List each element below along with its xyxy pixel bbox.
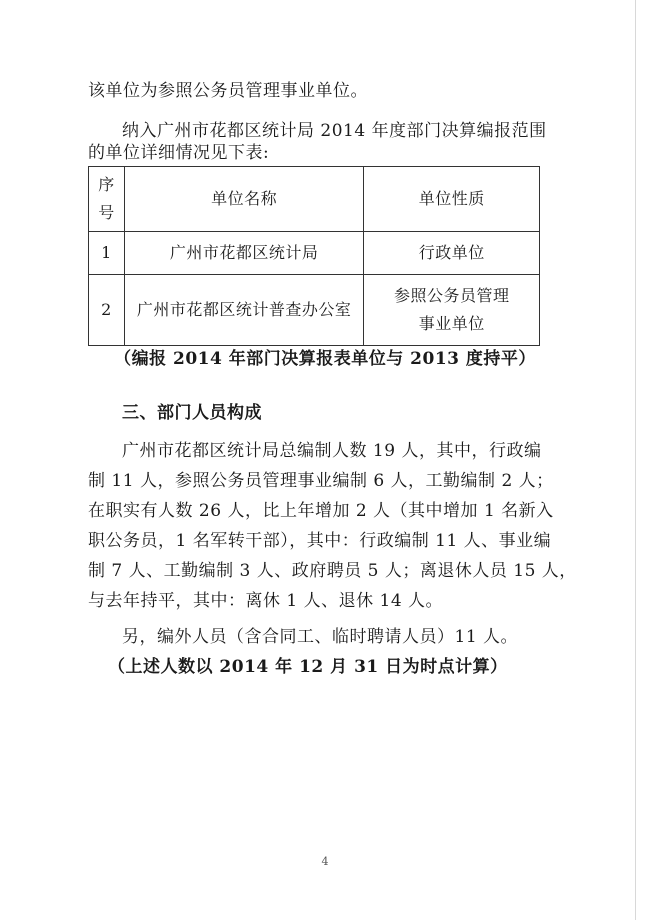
table-header-row [89, 167, 540, 232]
row-unit-nature-line1: 参照公务员管理 [393, 286, 510, 305]
row-unit-nature-line2: 事业单位 [418, 314, 485, 333]
table-row [89, 232, 540, 275]
staff-line-3: 在职实有人数 26 人，比上年增加 2 人（其中增加 1 名新入 [88, 501, 554, 521]
staff-line-2: 制 11 人，参照公务员管理事业编制 6 人，工勤编制 2 人； [88, 471, 554, 491]
staff-line-4: 职公务员，1 名军转干部），其中：行政编制 11 人、事业编 [88, 531, 552, 551]
staff-count-note: （上述人数以 2014 年 12 月 31 日为时点计算） [108, 657, 508, 677]
staff-line-5: 制 7 人、工勤编制 3 人、政府聘员 5 人；离退休人员 15 人， [88, 561, 577, 581]
staff-line-6: 与去年持平，其中：离休 1 人、退休 14 人。 [88, 591, 444, 611]
extra-staff-line: 另，编外人员（含合同工、临时聘请人员）11 人。 [122, 627, 519, 647]
table-note: （编报 2014 年部门决算报表单位与 2013 度持平） [114, 349, 536, 369]
header-seq [89, 167, 125, 232]
paragraph-scope-line2: 的单位详细情况见下表: [88, 143, 270, 163]
paragraph-scope-line1: 纳入广州市花都区统计局 2014 年度部门决算编报范围 [122, 121, 547, 141]
row-unit-name: 广州市花都区统计普查办公室 [124, 275, 363, 346]
row-seq: 1 [89, 232, 125, 275]
header-unit-nature: 单位性质 [364, 167, 540, 232]
row-unit-nature: 行政单位 [364, 232, 540, 275]
header-seq-line1: 序 [98, 175, 115, 194]
row-unit-nature [364, 275, 540, 346]
row-seq: 2 [89, 275, 125, 346]
staff-line-1: 广州市花都区统计局总编制人数 19 人，其中，行政编 [122, 441, 542, 461]
section-heading: 三、部门人员构成 [122, 403, 262, 423]
row-unit-name: 广州市花都区统计局 [124, 232, 363, 275]
table-row [89, 275, 540, 346]
header-seq-line2: 号 [98, 203, 115, 222]
paragraph-unit-type: 该单位为参照公务员管理事业单位。 [88, 81, 368, 101]
page-number: 4 [321, 855, 329, 868]
page-edge-line [635, 0, 636, 920]
units-table [88, 166, 540, 346]
header-unit-name: 单位名称 [124, 167, 363, 232]
